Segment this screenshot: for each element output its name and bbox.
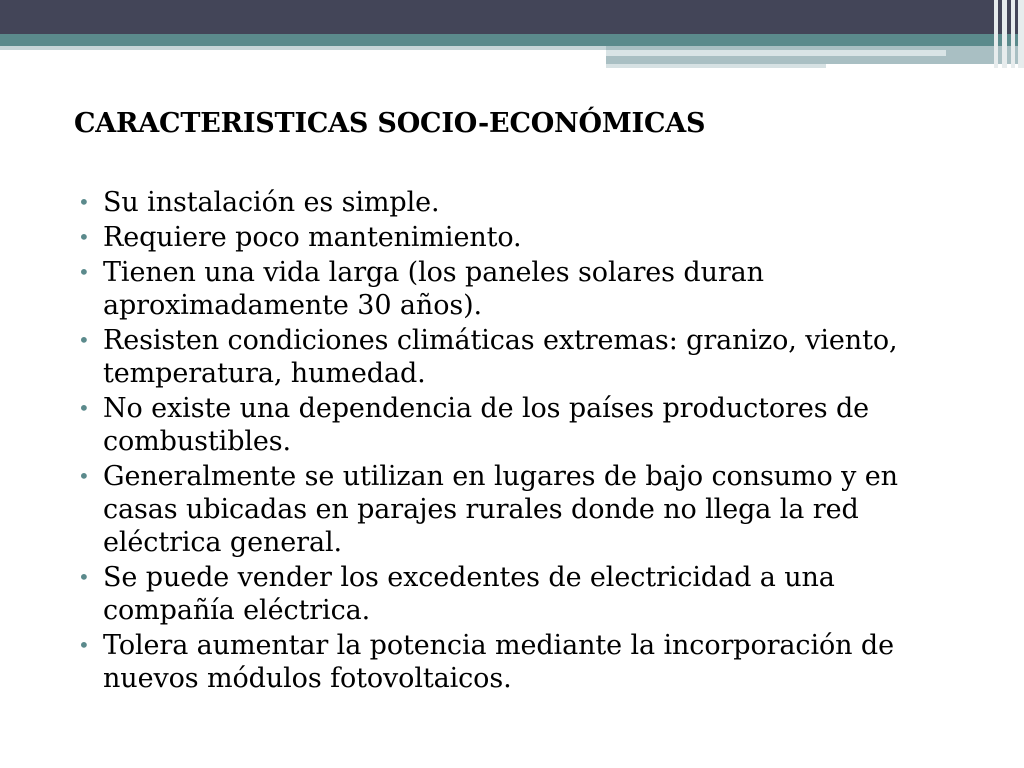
vertical-stripe xyxy=(1018,0,1024,68)
bullet-item xyxy=(74,186,954,219)
bullet-icon: • xyxy=(78,565,90,589)
bullet-icon: • xyxy=(78,260,90,284)
bullet-text: Su instalación es simple. xyxy=(103,187,440,218)
bullet-item xyxy=(74,460,954,559)
bullet-item xyxy=(74,392,954,458)
header-dark-band xyxy=(0,0,1024,34)
bullet-item xyxy=(74,629,954,695)
bullet-icon: • xyxy=(78,396,90,420)
bullet-list xyxy=(74,186,954,697)
bullet-icon: • xyxy=(78,633,90,657)
vertical-stripe xyxy=(994,0,998,68)
vertical-stripe xyxy=(1002,0,1007,68)
bullet-item xyxy=(74,561,954,627)
bullet-text: Requiere poco mantenimiento. xyxy=(103,222,522,253)
bullet-text: Resisten condiciones climáticas extremas: granizo, viento, temperatura, humedad. xyxy=(103,325,898,389)
header-teal-band xyxy=(0,34,1024,46)
bullet-item xyxy=(74,256,954,322)
bullet-icon: • xyxy=(78,190,90,214)
bullet-icon: • xyxy=(78,225,90,249)
bullet-icon: • xyxy=(78,328,90,352)
bullet-icon: • xyxy=(78,464,90,488)
bullet-item xyxy=(74,221,954,254)
bullet-text: Generalmente se utilizan en lugares de bajo consumo y en casas ubicadas en parajes rurales donde no llega la red eléctrica general. xyxy=(103,461,898,558)
bullet-text: Se puede vender los excedentes de electricidad a una compañía eléctrica. xyxy=(103,562,835,626)
header-vertical-stripes xyxy=(992,0,1024,68)
header-accent-stripe-lower xyxy=(606,64,826,68)
slide-title: CARACTERISTICAS SOCIO-ECONÓMICAS xyxy=(74,108,706,139)
bullet-text: Tolera aumentar la potencia mediante la incorporación de nuevos módulos fotovoltaicos. xyxy=(103,630,894,694)
bullet-item xyxy=(74,324,954,390)
bullet-text: No existe una dependencia de los países productores de combustibles. xyxy=(103,393,870,457)
vertical-stripe xyxy=(1011,0,1015,68)
header-accent-stripe xyxy=(606,50,946,56)
bullet-text: Tienen una vida larga (los paneles solares duran aproximadamente 30 años). xyxy=(103,257,764,321)
